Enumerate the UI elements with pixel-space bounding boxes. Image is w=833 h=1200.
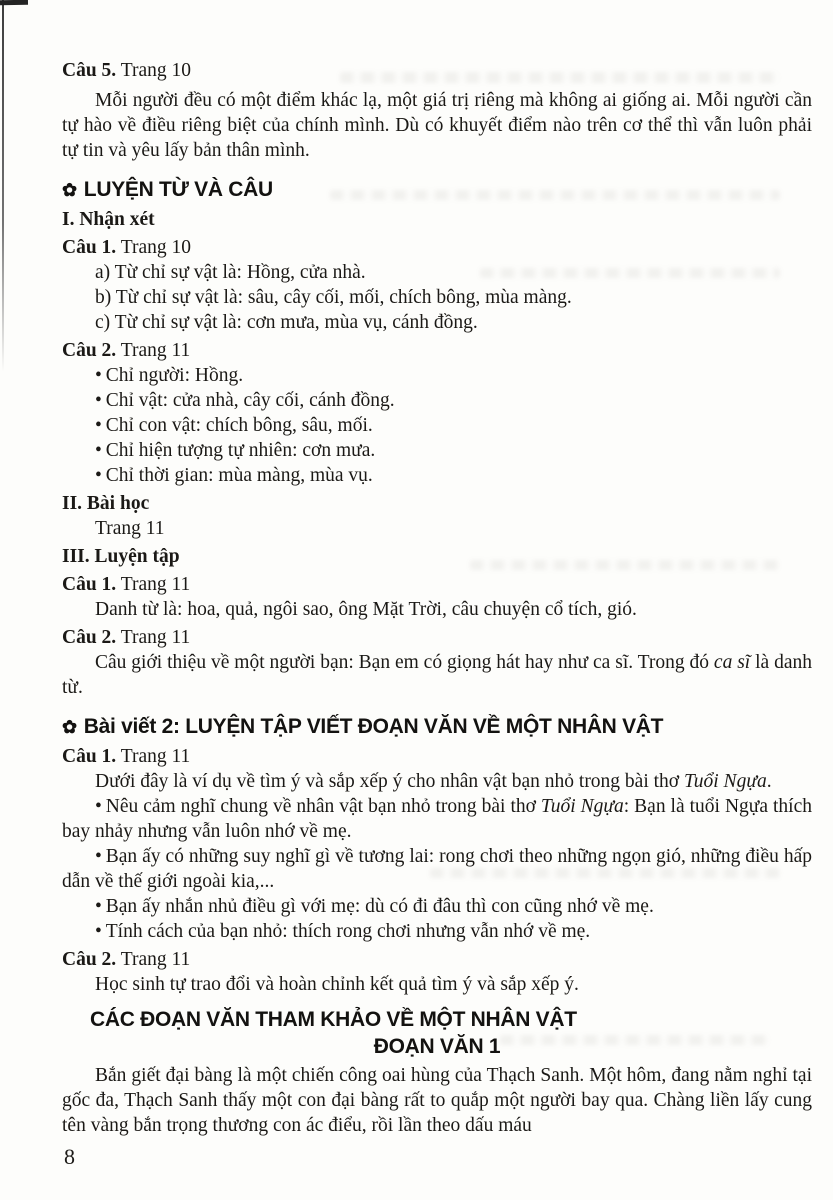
bullet-item: • Chỉ người: Hồng. xyxy=(62,363,812,388)
scan-edge-artifact-line xyxy=(2,0,4,372)
doan-van-1-subtitle: ĐOẠN VĂN 1 xyxy=(373,1035,501,1058)
bai-viet-2-title: Bài viết 2: LUYỆN TẬP VIẾT ĐOẠN VĂN VỀ MỘT NHÂN VẬT xyxy=(83,715,664,738)
lt-cau2-page-ref: Trang 11 xyxy=(120,627,191,648)
bv2-bullet-text: Tính cách của bạn nhỏ: thích rong chơi nhưng vẫn nhớ về mẹ. xyxy=(105,921,591,942)
cau5-page-ref: Trang 10 xyxy=(120,60,191,81)
bv2-cau1-page-ref: Trang 11 xyxy=(120,746,191,767)
lt-cau1-page-ref: Trang 11 xyxy=(120,574,191,595)
bv2-bullet-text: Bạn ấy có những suy nghĩ gì về tương lai: rong chơi theo những ngọn gió, những điều hấp dẫn về thế giới ngoài kia,... xyxy=(62,846,812,892)
bullet-item: • Chỉ vật: cửa nhà, cây cối, cánh đồng. xyxy=(62,388,812,413)
bv2-intro-text: Dưới đây là ví dụ về tìm ý và sắp xếp ý cho nhân vật bạn nhỏ trong bài thơ xyxy=(95,771,684,792)
bv2-cau1-heading-line xyxy=(62,744,812,769)
lt-cau2-answer-italic: ca sĩ xyxy=(713,652,751,673)
cau5-label: Câu 5. xyxy=(62,60,117,81)
lt-cau2-label: Câu 2. xyxy=(62,627,117,648)
scan-edge-artifact-corner xyxy=(0,0,28,5)
lt-cau2-heading-line xyxy=(62,625,812,650)
bv2-cau2-label: Câu 2. xyxy=(62,949,117,970)
answer-item-a: a) Từ chỉ sự vật là: Hồng, cửa nhà. xyxy=(95,262,366,283)
nx-cau2-page-ref: Trang 11 xyxy=(120,340,191,361)
bullet-item xyxy=(62,894,812,919)
bv2-bullet-text-end: : Bạn là tuổi Ngựa thích bay nhảy nhưng vẫn luôn nhớ về mẹ. xyxy=(62,796,812,842)
bullet-item xyxy=(62,844,812,894)
bv2-cau2-answer: Học sinh tự trao đổi và hoàn chỉnh kết quả tìm ý và sắp xếp ý. xyxy=(95,974,579,995)
bullet-item xyxy=(62,794,812,844)
bullet-item: • Chỉ hiện tượng tự nhiên: cơn mưa. xyxy=(62,438,812,463)
answer-item-b: b) Từ chỉ sự vật là: sâu, cây cối, mối, chích bông, mùa màng. xyxy=(95,287,572,308)
bai-viet-2-heading xyxy=(62,713,812,741)
luyen-tap-heading: III. Luyện tập xyxy=(62,546,180,567)
cau5-answer-paragraph: Mỗi người đều có một điểm khác lạ, một giá trị riêng mà không ai giống ai. Mỗi người cần tự hào về điều riêng biệt của chính mình. Dù có khuyết điểm nào trên cơ thể thì vẫn luôn phải tự tin và yêu lấy bản thân mình. xyxy=(62,90,812,161)
nx-cau1-label: Câu 1. xyxy=(62,237,117,258)
lt-cau2-answer-text-end: là danh từ. xyxy=(62,652,812,698)
lt-cau1-heading-line xyxy=(62,572,812,597)
bv2-intro-paragraph xyxy=(62,769,812,794)
bv2-bullet-text: Bạn ấy nhắn nhủ điều gì với mẹ: dù có đi đâu thì con cũng nhớ về mẹ. xyxy=(105,896,654,917)
tham-khao-title: CÁC ĐOẠN VĂN THAM KHẢO VỀ MỘT NHÂN VẬT xyxy=(90,1008,577,1031)
bv2-intro-italic: Tuổi Ngựa xyxy=(684,771,767,792)
flower-icon: ✿ xyxy=(62,180,77,200)
luyen-tu-va-cau-heading xyxy=(62,176,812,204)
nx-cau1-page-ref: Trang 10 xyxy=(120,237,191,258)
bv2-cau1-label: Câu 1. xyxy=(62,746,117,767)
nhan-xet-heading: I. Nhận xét xyxy=(62,209,155,230)
lt-cau1-answer: Danh từ là: hoa, quả, ngôi sao, ông Mặt Trời, câu chuyện cổ tích, gió. xyxy=(95,599,637,620)
bv2-intro-text-end: . xyxy=(766,771,772,792)
bv2-bullet-text: Nêu cảm nghĩ chung về nhân vật bạn nhỏ trong bài thơ xyxy=(105,796,541,817)
bullet-item: • Chỉ thời gian: mùa màng, mùa vụ. xyxy=(62,463,812,488)
bullet-item xyxy=(62,919,812,944)
bv2-bullet-italic: Tuổi Ngựa xyxy=(540,796,624,817)
luyen-tu-va-cau-title: LUYỆN TỪ VÀ CÂU xyxy=(83,178,273,201)
bv2-cau2-heading-line xyxy=(62,947,812,972)
bv2-cau2-page-ref: Trang 11 xyxy=(120,949,191,970)
lt-cau1-label: Câu 1. xyxy=(62,574,117,595)
lt-cau2-answer-text: Câu giới thiệu về một người bạn: Bạn em có giọng hát hay như ca sĩ. Trong đó xyxy=(95,652,714,673)
answer-item-c: c) Từ chỉ sự vật là: cơn mưa, mùa vụ, cánh đồng. xyxy=(95,312,478,333)
text-column xyxy=(62,58,812,1138)
bai-hoc-page-ref: Trang 11 xyxy=(95,518,165,539)
page-number: 8 xyxy=(64,1144,75,1169)
lt-cau2-answer xyxy=(62,650,812,700)
thach-sanh-paragraph: Bắn giết đại bàng là một chiến công oai hùng của Thạch Sanh. Một hôm, đang nằm nghỉ tại gốc đa, Thạch Sanh thấy một con đại bàng rất to quắp một người bay qua. Chàng liền lấy cung tên vàng bắn trọng thương con ác điểu, rồi lần theo dấu máu xyxy=(62,1065,812,1136)
nx-cau2-label: Câu 2. xyxy=(62,340,117,361)
nx-cau1-heading-line xyxy=(62,235,812,260)
nx-cau2-heading-line xyxy=(62,338,812,363)
bullet-item: • Chỉ con vật: chích bông, sâu, mối. xyxy=(62,413,812,438)
flower-icon: ✿ xyxy=(62,717,77,737)
cau5-heading-line xyxy=(62,58,812,83)
bai-hoc-heading: II. Bài học xyxy=(62,493,150,514)
